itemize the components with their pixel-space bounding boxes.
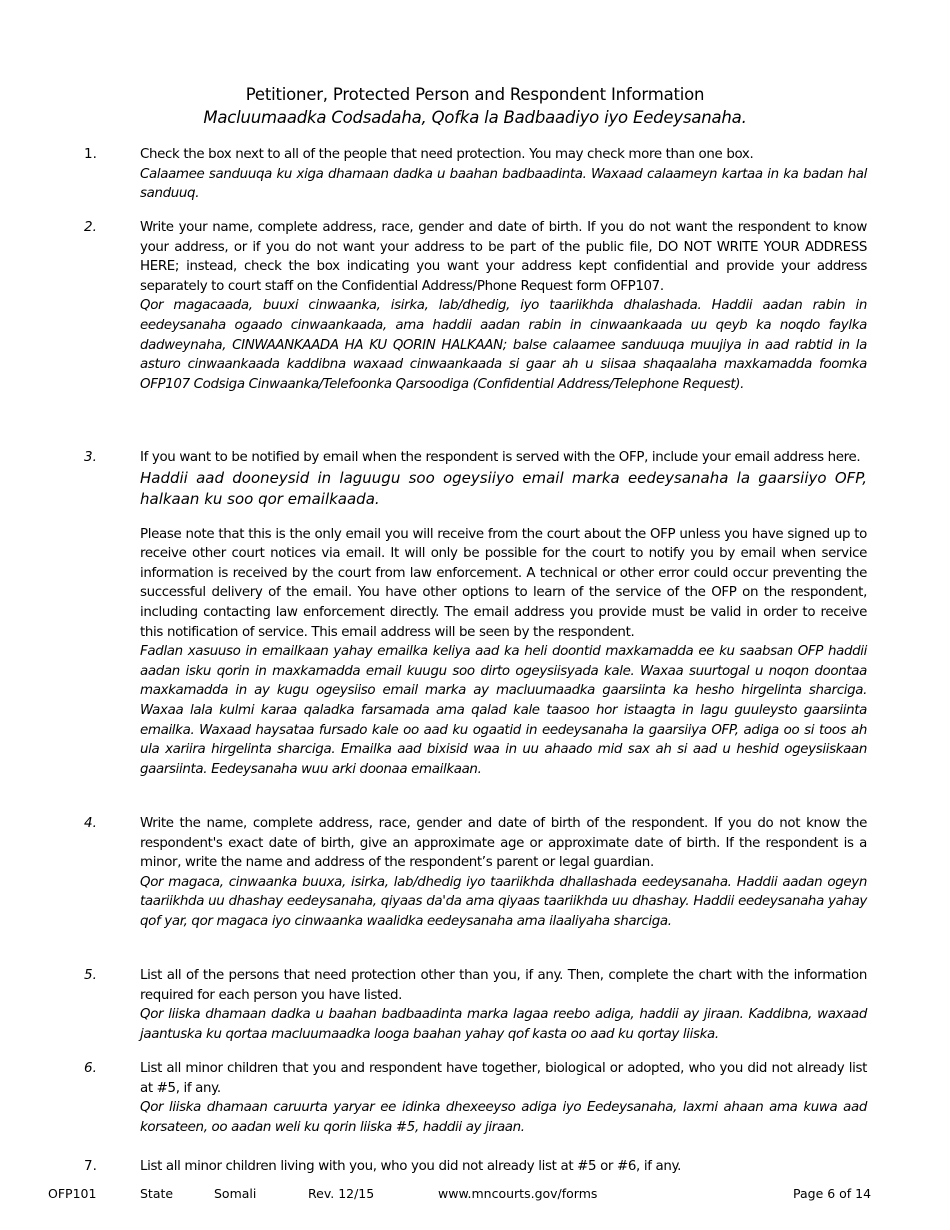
item-somali-text: Qor liiska dhamaan caruurta yaryar ee idinka dhexeeyso adiga iyo Eedeysanaha, laxmi ahaan ama kuwa aad korsateen, oo aadan weli ku qorin liiska #5, haddii ay jiraan. <box>140 1100 867 1135</box>
heading-somali: Macluumaadka Codsadaha, Qofka la Badbaadiyo iyo Eedeysanaha. <box>203 108 747 127</box>
item-somali-text: Qor liiska dhamaan dadka u baahan badbaadinta marka lagaa reebo adiga, haddii ay jiraan. Kaddibna, waxaad jaantuska ku qortaa macluumaadka looga baahan yahay qof kasta oo aad ku qortay liiska. <box>140 1007 867 1042</box>
item-body <box>140 1059 867 1137</box>
item-english-text: If you want to be notified by email when the respondent is served with the OFP, include your email address here. <box>140 450 861 465</box>
item-english-text: List all of the persons that need protection other than you, if any. Then, complete the chart with the information required for each person you have listed. <box>140 968 867 1003</box>
footer-form-number: OFP101 <box>48 1186 97 1201</box>
item-body <box>140 448 867 779</box>
item-number: 2. <box>84 219 97 235</box>
item-number: 5. <box>84 967 97 983</box>
item-body <box>140 145 867 204</box>
footer-language: Somali <box>214 1186 257 1201</box>
item-number: 4. <box>84 815 97 831</box>
item-number: 3. <box>84 449 97 465</box>
footer-forms-link[interactable]: www.mncourts.gov/forms <box>438 1186 598 1201</box>
item-number: 6. <box>84 1060 97 1076</box>
item-somali-text: Qor magacaada, buuxi cinwaanka, isirka, lab/dhedig, iyo taariikhda dhalashada. Haddii aadan rabin in eedeysanaha ogaado cinwaankaada, ama haddii aadan rabin in cinwaankaada uu qeyb ka noqdo faylka dadweynaha, CINWAANKAADA HA KU QORIN HALKAAN; balse calaamee sanduuqa muujiya in aad rabtid in la asturo cinwaankaada kaddibna waxaad cinwaankaada si gaar ah u siisaa shaqaalaha maxkamadda foomka OFP107 Codsiga Cinwaanka/Telefoonka Qarsoodiga (Confidential Address/Telephone Request). <box>140 298 867 392</box>
page-footer <box>0 1186 950 1206</box>
email-note-somali: Fadlan xasuuso in emailkaan yahay emailka keliya aad ka heli doontid maxkamadda ee ku saabsan OFP haddii aadan isku qorin in maxkamadda email kuugu soo dirto ogeysiisyada kale. Waxaa suurtogal u noqon doontaa maxkamadda in ay kugu ogeysiiso email marka ay macluumaadka gaarsiinta ka hesho hirgelinta sharciga. Waxaa lala kulmi karaa qaladka farsamada ama qalad kale taasoo hor istaagta in lagu guuleysto gaarsiinta emailka. Waxaad haysataa fursado kale oo aad ku ogaatid in eedeysanaha la gaarsiiya OFP, adiga oo si toos ah ula xariira hirgelinta sharciga. Emailka aad bixisid waa in uu ahaado mid sax ah si aad u heshid ogeysiiskaan gaarsiinta. Eedeysanaha wuu arki doonaa emailkaan. <box>140 644 867 777</box>
item-body <box>140 814 867 932</box>
item-english-text: Check the box next to all of the people that need protection. You may check more than one box. <box>140 147 754 162</box>
footer-page-number: Page 6 of 14 <box>793 1186 872 1201</box>
footer-form-type: State <box>140 1186 174 1201</box>
item-english-text: Write your name, complete address, race, gender and date of birth. If you do not want the respondent to know your address, or if you do not want your address to be part of the public file, DO NOT WRITE YOUR ADDRESS HERE; instead, check the box indicating you want your address kept confidential and provide your address separately to court staff on the Confidential Address/Phone Request form OFP107. <box>140 220 867 294</box>
item-body <box>140 966 867 1044</box>
item-number: 1. <box>84 146 97 162</box>
item-english-text: List all minor children that you and respondent have together, biological or adopted, who you did not already list at #5, if any. <box>140 1061 867 1096</box>
item-english-text: Write the name, complete address, race, gender and date of birth of the respondent. If you do not know the respondent's exact date of birth, give an approximate age or approximate date of birth. If the respondent is a minor, write the name and address of the respondent’s parent or legal guardian. <box>140 816 867 871</box>
item-english-text: List all minor children living with you, who you did not already list at #5 or #6, if any. <box>140 1159 682 1174</box>
email-note-english: Please note that this is the only email you will receive from the court about the OFP unless you have signed up to receive other court notices via email. It will only be possible for the court to notify you by email when service information is received by the court from law enforcement. A technical or other error could occur preventing the successful delivery of the email. You have other options to learn of the service of the OFP on the respondent, including contacting law enforcement directly. The email address you provide must be valid in order to receive this notification of service. This email address will be seen by the respondent. <box>140 526 867 640</box>
item-somali-text: Calaamee sanduuqa ku xiga dhamaan dadka u baahan badbaadinta. Waxaad calaameyn kartaa in ka badan hal sanduuq. <box>140 166 867 202</box>
footer-revision: Rev. 12/15 <box>308 1186 375 1201</box>
item-body <box>140 1157 867 1177</box>
item-somali-text: Haddii aad dooneysid in laguugu soo ogeysiiyo email marka eedeysanaha la gaarsiiyo OFP, halkaan ku soo qor emailkaada. <box>140 468 867 508</box>
item-number: 7. <box>84 1158 97 1174</box>
item-somali-text: Qor magaca, cinwaanka buuxa, isirka, lab/dhedig iyo taariikhda dhallashada eedeysanaha. Haddii aadan ogeyn taariikhda uu dhashay eedeysanaha, qiyaas da'da ama qiyaas taariikhda uu dhashay. Haddii eedeysanaha yahay qof yar, qor magaca iyo cinwaanka waalidka eedeysanaha ama ilaaliyaha sharciga. <box>140 874 867 929</box>
heading-english: Petitioner, Protected Person and Respondent Information <box>245 85 705 104</box>
item-body <box>140 218 867 394</box>
